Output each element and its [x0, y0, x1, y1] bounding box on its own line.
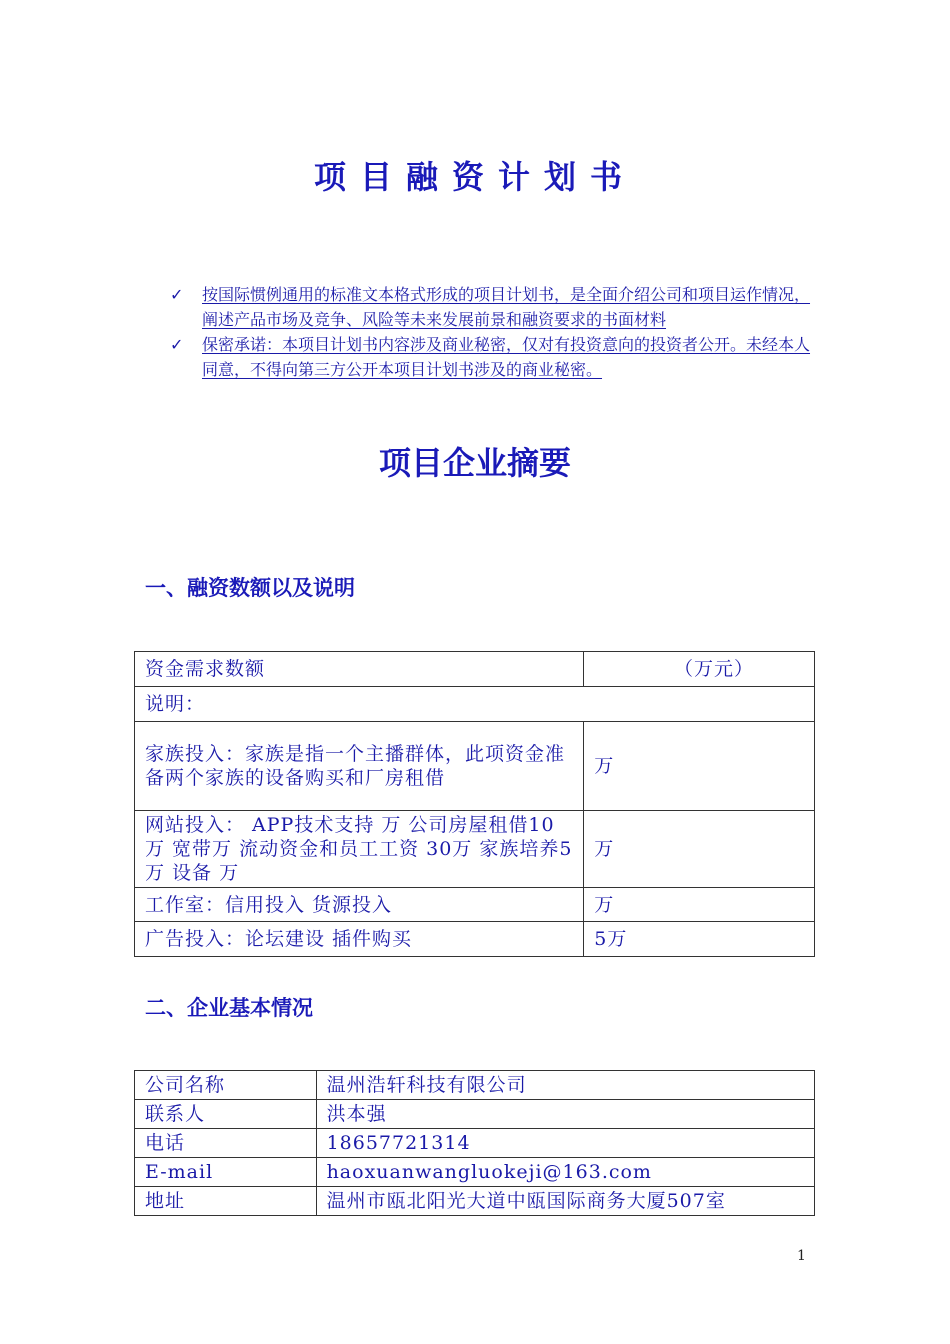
section-heading-funding: 一、融资数额以及说明: [145, 576, 355, 600]
table-row: [135, 888, 815, 922]
bullet-text[interactable]: 按国际惯例通用的标准文本格式形成的项目计划书，是全面介绍公司和项目运作情况，阐述产品市场及竞争、风险等未来发展前景和融资要求的书面材料: [202, 285, 811, 329]
table-row: [135, 1158, 815, 1187]
company-field-label: E-mail: [135, 1158, 317, 1187]
company-field-label: 地址: [135, 1187, 317, 1216]
funding-item-label: 网站投入： APP技术支持 万 公司房屋租借10万 宽带万 流动资金和员工工资 30万 家族培养5万 设备 万: [135, 811, 584, 888]
company-info-table: [134, 1070, 815, 1216]
intro-bullets: [170, 282, 820, 382]
checkmark-icon: ✓: [170, 285, 184, 304]
document-title: 项目融资计划书: [313, 158, 636, 196]
summary-title: 项目企业摘要: [378, 444, 571, 482]
funding-item-value: 万: [584, 722, 815, 811]
company-field-value: 洪本强: [316, 1100, 814, 1129]
table-row: [135, 811, 815, 888]
funding-header-unit: （万元）: [584, 652, 815, 687]
table-row: [135, 722, 815, 811]
company-field-label: 联系人: [135, 1100, 317, 1129]
funding-header-label: 资金需求数额: [135, 652, 584, 687]
table-row: [135, 922, 815, 957]
funding-item-label: 广告投入：论坛建设 插件购买: [135, 922, 584, 957]
company-field-value: 温州浩轩科技有限公司: [316, 1071, 814, 1100]
funding-table: [134, 651, 815, 957]
company-field-label: 公司名称: [135, 1071, 317, 1100]
bullet-item: [170, 332, 820, 382]
company-field-value: 18657721314: [316, 1129, 814, 1158]
table-row: [135, 1187, 815, 1216]
table-row: [135, 1071, 815, 1100]
funding-item-value: 万: [584, 811, 815, 888]
bullet-item: [170, 282, 820, 332]
company-field-label: 电话: [135, 1129, 317, 1158]
table-row: [135, 687, 815, 722]
funding-item-value: 万: [584, 888, 815, 922]
company-field-value: haoxuanwangluokeji@163.com: [316, 1158, 814, 1187]
table-row: [135, 1100, 815, 1129]
funding-item-label: 工作室：信用投入 货源投入: [135, 888, 584, 922]
table-row: [135, 652, 815, 687]
funding-item-label: 家族投入：家族是指一个主播群体，此项资金准备两个家族的设备购买和厂房租借: [135, 722, 584, 811]
funding-note-label: 说明：: [135, 687, 815, 722]
funding-item-value: 5万: [584, 922, 815, 957]
table-row: [135, 1129, 815, 1158]
company-field-value: 温州市瓯北阳光大道中瓯国际商务大厦507室: [316, 1187, 814, 1216]
checkmark-icon: ✓: [170, 335, 184, 354]
bullet-text[interactable]: 保密承诺：本项目计划书内容涉及商业秘密，仅对有投资意向的投资者公开。未经本人同意，不得向第三方公开本项目计划书涉及的商业秘密。: [202, 335, 811, 379]
page-number: 1: [797, 1248, 806, 1264]
section-heading-company: 二、企业基本情况: [145, 996, 313, 1020]
